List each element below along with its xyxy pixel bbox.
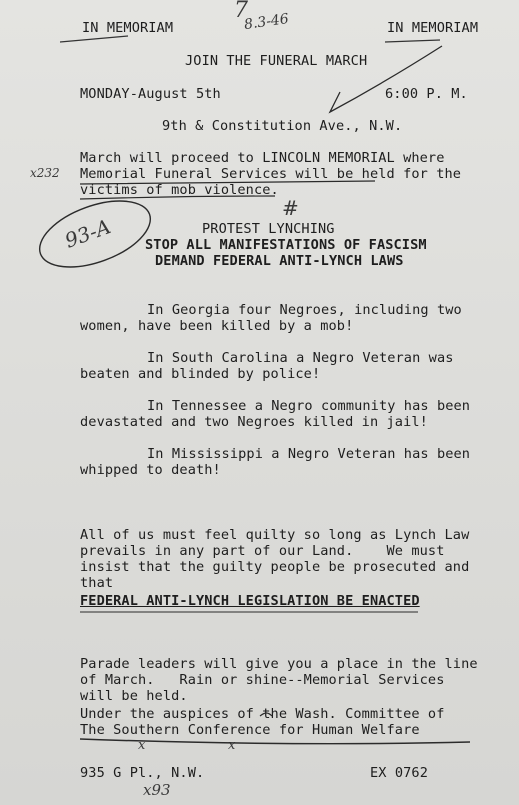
page-title: JOIN THE FUNERAL MARCH [185,53,368,69]
header-left: IN MEMORIAM [82,20,174,36]
circled-note-text: 93-A [61,214,114,253]
event-day: MONDAY-August 5th [80,86,221,102]
guilt-line-4: that [80,575,114,591]
slogan-3: DEMAND FEDERAL ANTI-LYNCH LAWS [155,253,404,269]
header-right: IN MEMORIAM [387,20,479,36]
closing-line-3: will be held. [80,688,188,704]
incident-tn-1: In Tennessee a Negro community has been [147,398,471,414]
handwritten-date: 8.3-46 [243,10,290,34]
footer-note: x93 [143,781,171,799]
circled-note [38,190,152,279]
guilt-line-2: prevails in any part of our Land. We must [80,543,445,559]
incident-sc-2: beaten and blinded by police! [80,366,321,382]
procession-line-2: Memorial Funeral Services will be held for the [80,166,462,182]
slogan-2: STOP ALL MANIFESTATIONS OF FASCISM [145,237,427,253]
margin-note: x232 [30,166,60,180]
incident-ms-2: whipped to death! [80,462,221,478]
slogan-1: PROTEST LYNCHING [202,221,335,237]
incident-tn-2: devastated and two Negroes killed in jail! [80,414,428,430]
guilt-line-3: insist that the guilty people be prosecuted and [80,559,470,575]
incident-georgia-1: In Georgia four Negroes, including two [147,302,462,318]
legislation-demand: FEDERAL ANTI-LYNCH LEGISLATION BE ENACTED [80,593,420,609]
closing-line-5: The Southern Conference for Human Welfare [80,722,420,738]
event-time: 6:00 P. M. [385,86,468,102]
procession-line-1: March will proceed to LINCOLN MEMORIAL where [80,150,445,166]
check-mark-1: x [138,738,146,753]
check-mark-2: x [228,738,236,753]
closing-line-2: of March. Rain or shine--Memorial Services [80,672,445,688]
incident-ms-1: In Mississippi a Negro Veteran has been [147,446,471,462]
incident-georgia-2: women, have been killed by a mob! [80,318,354,334]
footer-address: 935 G Pl., N.W. [80,765,205,781]
incident-sc-1: In South Carolina a Negro Veteran was [147,350,454,366]
event-location: 9th & Constitution Ave., N.W. [162,118,403,134]
closing-line-1: Parade leaders will give you a place in the line [80,656,478,672]
guilt-line-1: All of us must feel quilty so long as Lynch Law [80,527,470,543]
handwritten-number: 7 [234,0,248,23]
closing-line-4: Under the auspices of the Wash. Committee of [80,706,445,722]
procession-line-3: victims of mob violence. [80,182,279,198]
footer-phone: EX 0762 [370,765,428,781]
hash-mark: # [282,196,299,220]
